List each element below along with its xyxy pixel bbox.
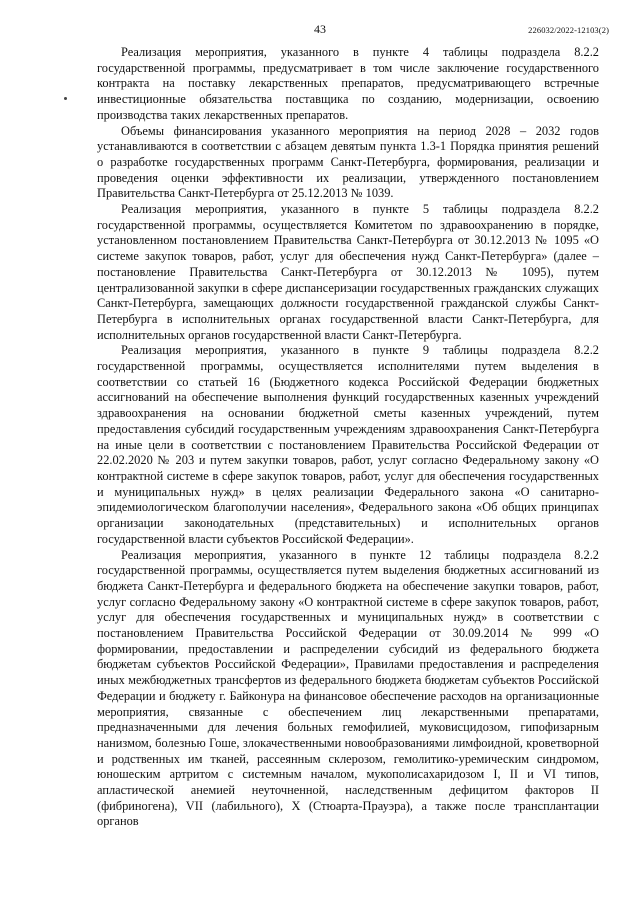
paragraph-item-5: Реализация мероприятия, указанного в пункте 5 таблицы подраздела 8.2.2 государственной программы, осуществляется Комитетом по здравоохранению в порядке, установленном постановлением Правительства Санкт-Петербурга от 30.12.2013 № 1095 «О системе закупок товаров, работ, услуг для обеспечения нужд Санкт-Петербурга» (далее – постановление Правительства Санкт-Петербурга от 30.12.2013 № 1095), путем централизованной закупки в сфере диспансеризации государственных гражданских служащих Санкт-Петербурга, замещающих должности государственной гражданской службы Санкт-Петербурга в исполнительных органах государственной власти Санкт-Петербурга, для исполнительных органов государственной власти Санкт-Петербурга. <box>97 202 599 342</box>
document-registration-code: 226032/2022-12103(2) <box>528 25 609 35</box>
document-body <box>97 45 599 830</box>
paragraph-item-12: Реализация мероприятия, указанного в пункте 12 таблицы подраздела 8.2.2 государственной программы, осуществляется путем выделения бюджетных ассигнований из бюджета Санкт-Петербурга и федерального бюджета на обеспечение закупки товаров, работ, услуг согласно Федеральному закону «О контрактной системе в сфере закупок товаров, работ, услуг для обеспечения государственных и муниципальных нужд» в соответствии с постановлением Правительства Российской Федерации от 30.09.2014 № 999 «О формировании, предоставлении и распределении субсидий из федерального бюджета бюджетам субъектов Российской Федерации», Правилами предоставления и распределения иных межбюджетных трансфертов из федерального бюджета бюджетам субъектов Российской Федерации и бюджету г. Байконура на финансовое обеспечение расходов на организационные мероприятия, связанные с обеспечением лиц лекарственными препаратами, предназначенными для лечения больных гемофилией, муковисцидозом, гипофизарным нанизмом, болезнью Гоше, злокачественными новообразованиями лимфоидной, кроветворной и родственных им тканей, рассеянным склерозом, гемолитико-уремическим синдромом, юношеским артритом с системным началом, мукополисахаридозом I, II и VI типов, апластической анемией неуточненной, наследственным дефицитом факторов II (фибриногена), VII (лабильного), X (Стюарта-Прауэра), а также после трансплантации органов <box>97 547 599 829</box>
margin-mark <box>64 97 67 100</box>
page-number: 43 <box>314 22 326 36</box>
paragraph-item-9: Реализация мероприятия, указанного в пункте 9 таблицы подраздела 8.2.2 государственной программы, осуществляется исполнителями путем выделения в соответствии со статьей 16 (Бюджетного кодекса Российской Федерации бюджетных ассигнований на обеспечение выполнения функций государственных казенных учреждений здравоохранения на основании бюджетной сметы казенных учреждений, путем предоставления субсидий государственным учреждениям здравоохранения Санкт-Петербурга на иные цели в соответствии с постановлением Правительства Российской Федерации от 22.02.2020 № 203 и путем закупки товаров, работ, услуг согласно Федеральному закону «О контрактной системе в сфере закупок товаров, работ, услуг для обеспечения государственных и муниципальных нужд» в целях реализации Федерального закона «О санитарно-эпидемиологическом благополучии населения», Федерального закона «Об общих принципах организации законодательных (представительных) и исполнительных органов государственной власти субъектов Российской Федерации». <box>97 343 599 546</box>
paragraph-item-4: Реализация мероприятия, указанного в пункте 4 таблицы подраздела 8.2.2 государственной программы, предусматривает в том числе заключение государственного контракта на поставку лекарственных препаратов, предусматривающего встречные инвестиционные обязательства поставщика по созданию, модернизации, освоению производства таких лекарственных препаратов. <box>97 45 599 122</box>
paragraph-financing: Объемы финансирования указанного мероприятия на период 2028 – 2032 годов устанавливаются в соответствии с абзацем девятым пункта 1.3-1 Порядка принятия решений о разработке государственных программ Санкт-Петербурга, формирования, реализации и проведения оценки эффективности их реализации, утвержденного постановлением Правительства Санкт-Петербурга от 25.12.2013 № 1039. <box>97 123 599 201</box>
